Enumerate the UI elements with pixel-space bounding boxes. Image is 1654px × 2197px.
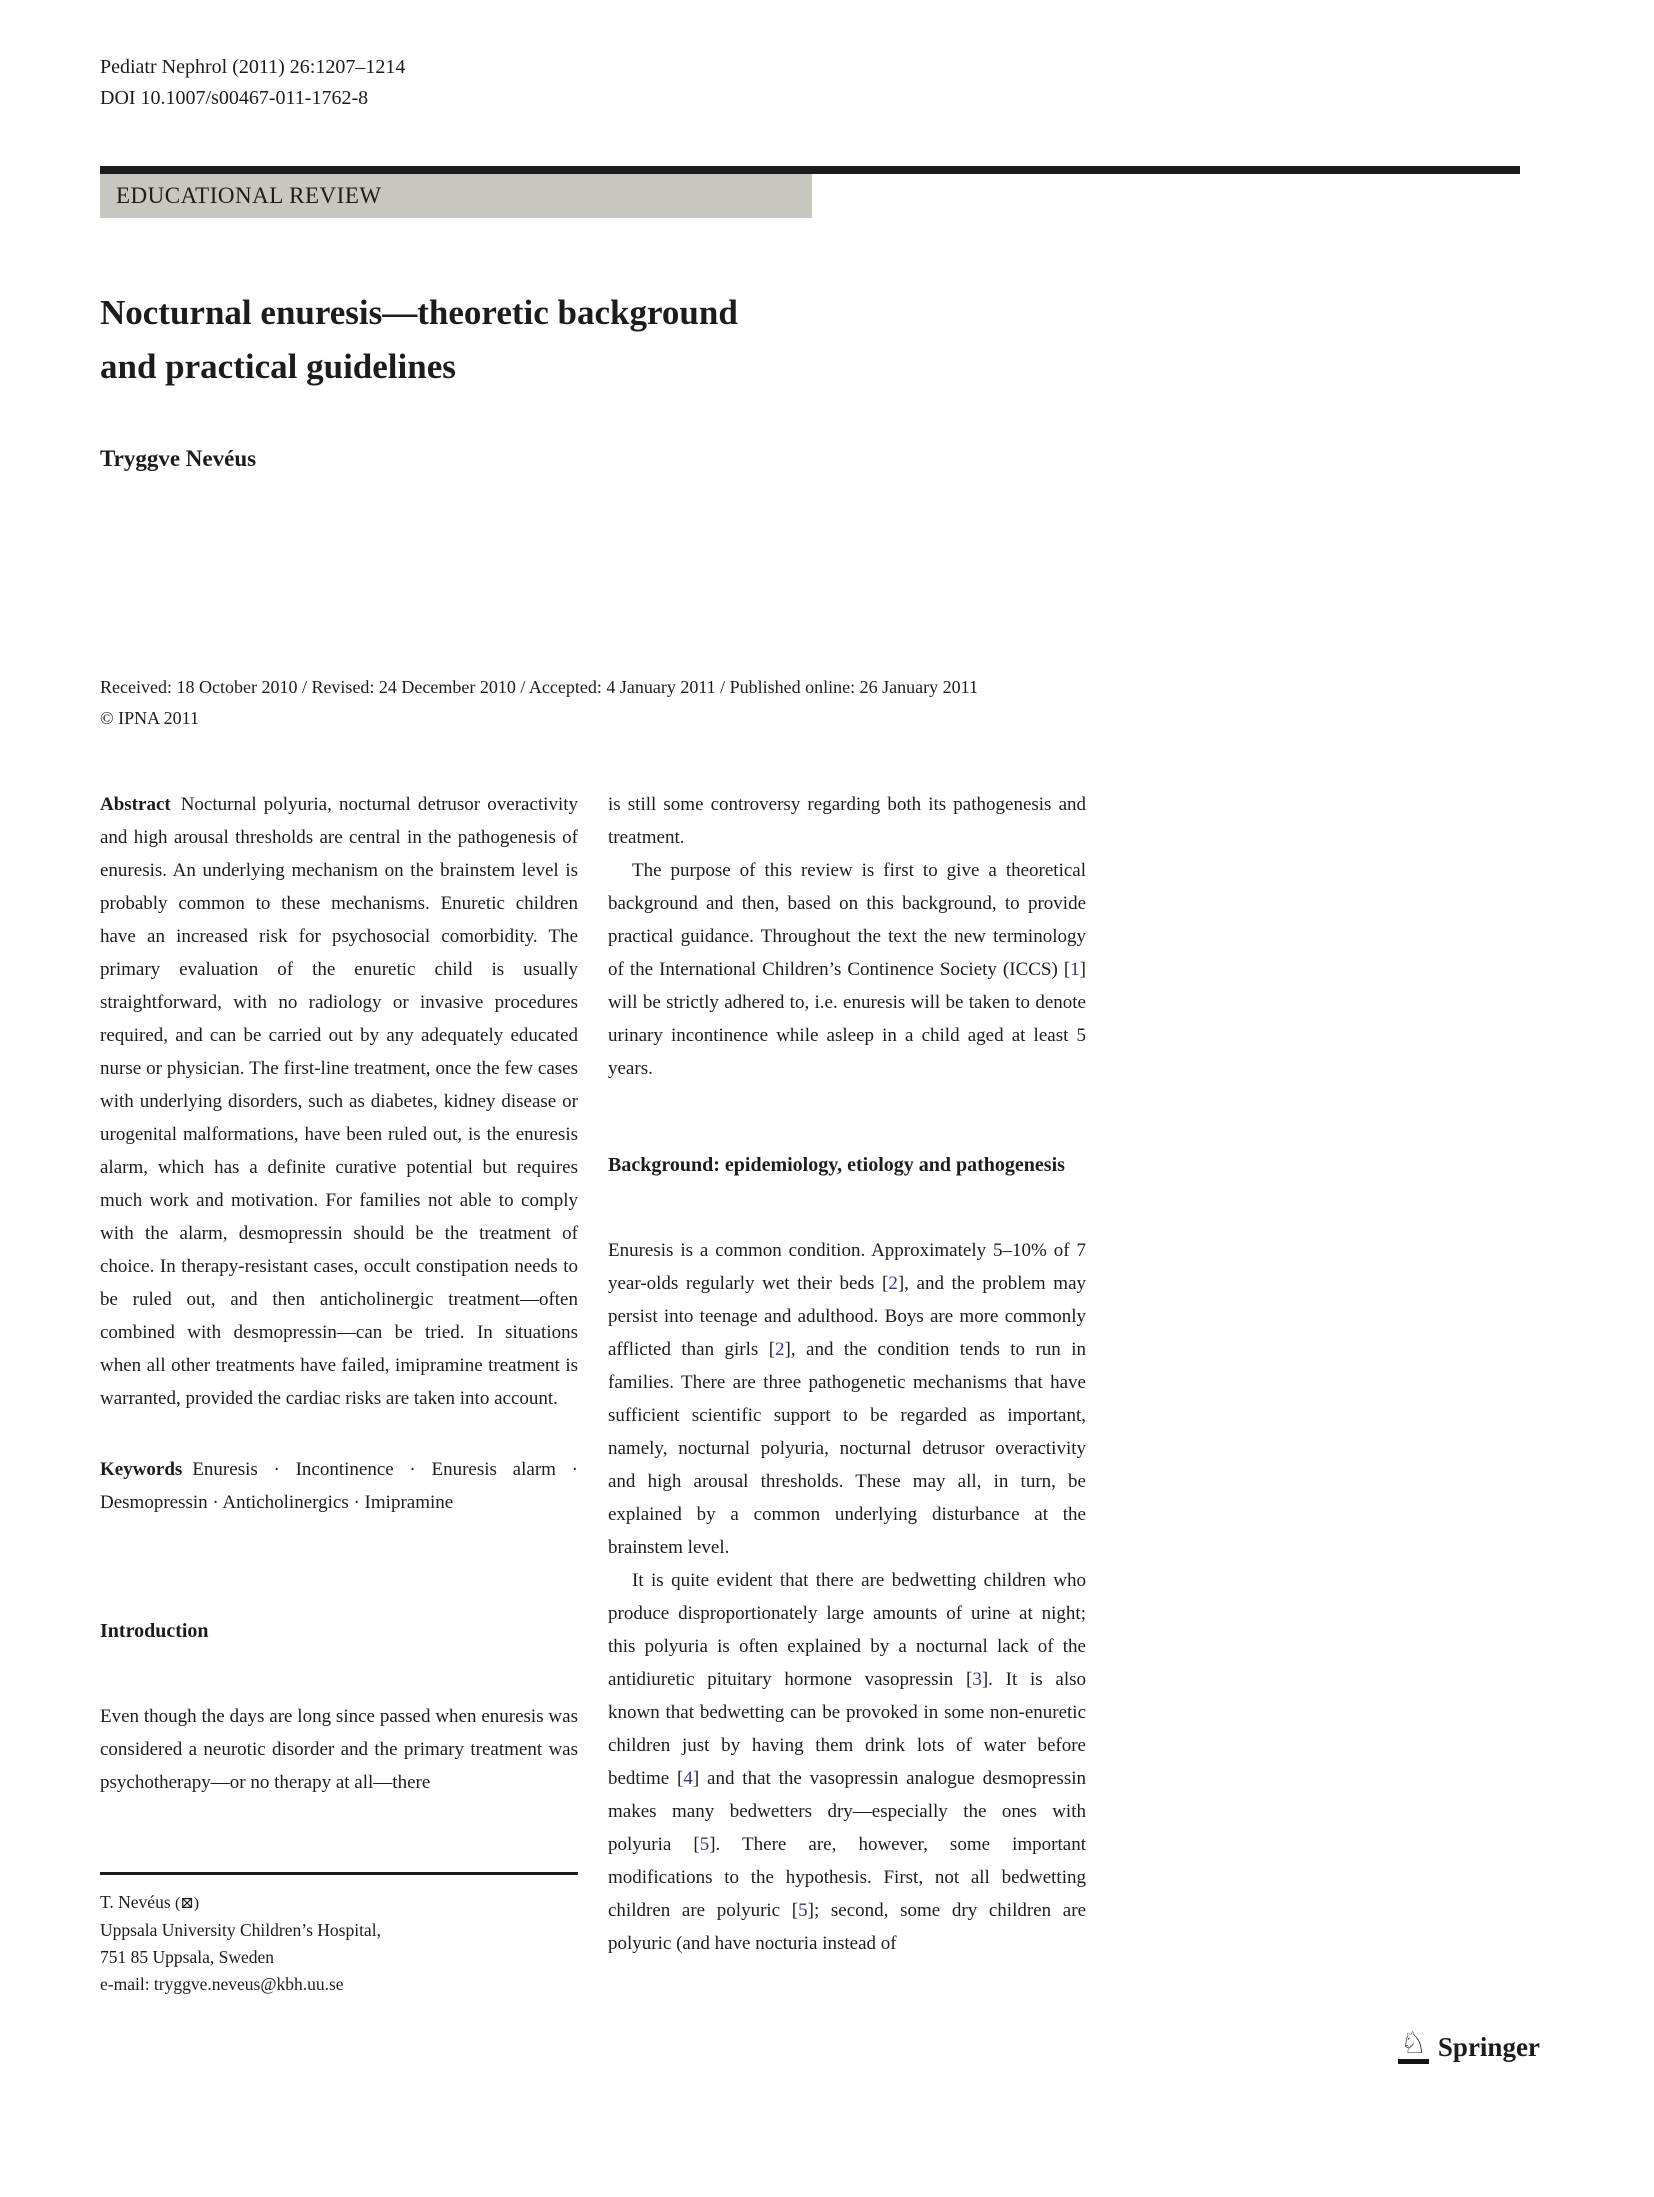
citation-ref-1[interactable]: 1 bbox=[1070, 959, 1080, 980]
correspondence-footnote bbox=[100, 1872, 578, 1998]
header-rule bbox=[100, 166, 1520, 174]
citation-ref-3[interactable]: 3 bbox=[972, 1669, 982, 1690]
article-history: Received: 18 October 2010 / Revised: 24 December 2010 / Accepted: 4 January 2011 / Published online: 26 January 2011 bbox=[100, 677, 978, 697]
publisher-logo bbox=[1398, 2027, 1540, 2064]
journal-doi: DOI 10.1007/s00467-011-1762-8 bbox=[100, 87, 369, 109]
journal-citation: Pediatr Nephrol (2011) 26:1207–1214 bbox=[100, 56, 406, 78]
paragraph-text: ]. It is also known that bedwetting can be provoked in some non-enuretic children just by having them drink lots of water before bedtime [ bbox=[608, 1669, 1086, 1789]
envelope-icon: (⊠) bbox=[175, 1895, 200, 1912]
article-type-label: EDUCATIONAL REVIEW bbox=[116, 183, 382, 208]
paragraph-text: ]; second, some dry children are polyuric (and have nocturia instead of bbox=[608, 1900, 1086, 1954]
citation-ref-5[interactable]: 5 bbox=[798, 1900, 808, 1921]
abstract-label: Abstract bbox=[100, 794, 171, 815]
purpose-paragraph bbox=[608, 854, 1086, 1085]
paragraph-text: ] will be strictly adhered to, i.e. enuresis will be taken to denote urinary incontinence while asleep in a child aged at least 5 years. bbox=[608, 959, 1086, 1079]
citation-ref-2[interactable]: 2 bbox=[888, 1273, 898, 1294]
page-header bbox=[100, 52, 405, 114]
paragraph-text: The purpose of this review is first to give a theoretical background and then, based on this background, to provide practical guidance. Throughout the text the new terminology of the International Children’s Continence Society (ICCS) [ bbox=[608, 860, 1086, 980]
corresponding-author-line bbox=[100, 1889, 578, 1917]
section-heading-background: Background: epidemiology, etiology and pathogenesis bbox=[608, 1154, 1065, 1176]
paragraph-text: ]. There are, however, some important modifications to the hypothesis. First, not all bedwetting children are polyuric [ bbox=[608, 1834, 1086, 1921]
section-heading-introduction: Introduction bbox=[100, 1620, 209, 1642]
paragraph-text: Enuresis is a common condition. Approximately 5–10% of 7 year-olds regularly wet their beds [ bbox=[608, 1240, 1086, 1294]
springer-knight-icon: ♘ bbox=[1398, 2030, 1429, 2064]
author-name: Tryggve Nevéus bbox=[100, 446, 257, 471]
two-column-body bbox=[100, 788, 1086, 1960]
left-column bbox=[100, 788, 578, 1960]
abstract-paragraph bbox=[100, 788, 578, 1415]
paragraph-text: ], and the problem may persist into teenage and adulthood. Boys are more commonly afflicted than girls [ bbox=[608, 1273, 1086, 1360]
introduction-paragraph-continuation: is still some controversy regarding both its pathogenesis and treatment. bbox=[608, 794, 1086, 848]
affiliation: Uppsala University Children’s Hospital, bbox=[100, 1920, 381, 1940]
address: 751 85 Uppsala, Sweden bbox=[100, 1947, 275, 1967]
right-column bbox=[608, 788, 1086, 1960]
background-paragraph-1 bbox=[608, 1234, 1086, 1564]
article-type-banner bbox=[100, 174, 812, 218]
keywords-paragraph bbox=[100, 1453, 578, 1519]
corresponding-author: T. Nevéus bbox=[100, 1892, 171, 1912]
background-paragraph-2 bbox=[608, 1564, 1086, 1960]
keywords-label: Keywords bbox=[100, 1459, 183, 1480]
abstract-text: Nocturnal polyuria, nocturnal detrusor overactivity and high arousal thresholds are central in the pathogenesis of enuresis. An underlying mechanism on the brainstem level is probably common to these mechanisms. Enuretic children have an increased risk for psychosocial comorbidity. The primary evaluation of the enuretic child is usually straightforward, with no radiology or invasive procedures required, and can be carried out by any adequately educated nurse or physician. The first-line treatment, once the few cases with underlying disorders, such as diabetes, kidney disease or urogenital malformations, have been ruled out, is the enuresis alarm, which has a definite curative potential but requires much work and motivation. For families not able to comply with the alarm, desmopressin should be the treatment of choice. In therapy-resistant cases, occult constipation needs to be ruled out, and then anticholinergic treatment—often combined with desmopressin—can be tried. In situations when all other treatments have failed, imipramine treatment is warranted, provided the cardiac risks are taken into account. bbox=[100, 794, 578, 1409]
introduction-paragraph: Even though the days are long since passed when enuresis was considered a neurotic disorder and the primary treatment was psychotherapy—or no therapy at all—there bbox=[100, 1706, 578, 1793]
paragraph-text: ], and the condition tends to run in families. There are three pathogenetic mechanisms that have sufficient scientific support to be regarded as important, namely, nocturnal polyuria, nocturnal detrusor overactivity and high arousal thresholds. These may all, in turn, be explained by a common underlying disturbance at the brainstem level. bbox=[608, 1339, 1087, 1558]
article-history-block bbox=[100, 672, 1100, 734]
email-address[interactable]: e-mail: tryggve.neveus@kbh.uu.se bbox=[100, 1974, 344, 1994]
citation-ref-5[interactable]: 5 bbox=[699, 1834, 710, 1855]
publisher-name: Springer bbox=[1437, 2032, 1540, 2062]
citation-ref-2[interactable]: 2 bbox=[775, 1339, 785, 1360]
article-title: Nocturnal enuresis—theoretic background and practical guidelines bbox=[100, 293, 738, 386]
keywords-text: Enuresis · Incontinence · Enuresis alarm · Desmopressin · Anticholinergics · Imipramine bbox=[100, 1459, 578, 1513]
paragraph-text: It is quite evident that there are bedwetting children who produce disproportionately large amounts of urine at night; this polyuria is often explained by a nocturnal lack of the antidiuretic pituitary hormone vasopressin [ bbox=[608, 1570, 1086, 1690]
paragraph-text: ] and that the vasopressin analogue desmopressin makes many bedwetters dry—especially the ones with polyuria [ bbox=[608, 1768, 1086, 1855]
citation-ref-4[interactable]: 4 bbox=[683, 1768, 693, 1789]
copyright-line: © IPNA 2011 bbox=[100, 708, 200, 728]
